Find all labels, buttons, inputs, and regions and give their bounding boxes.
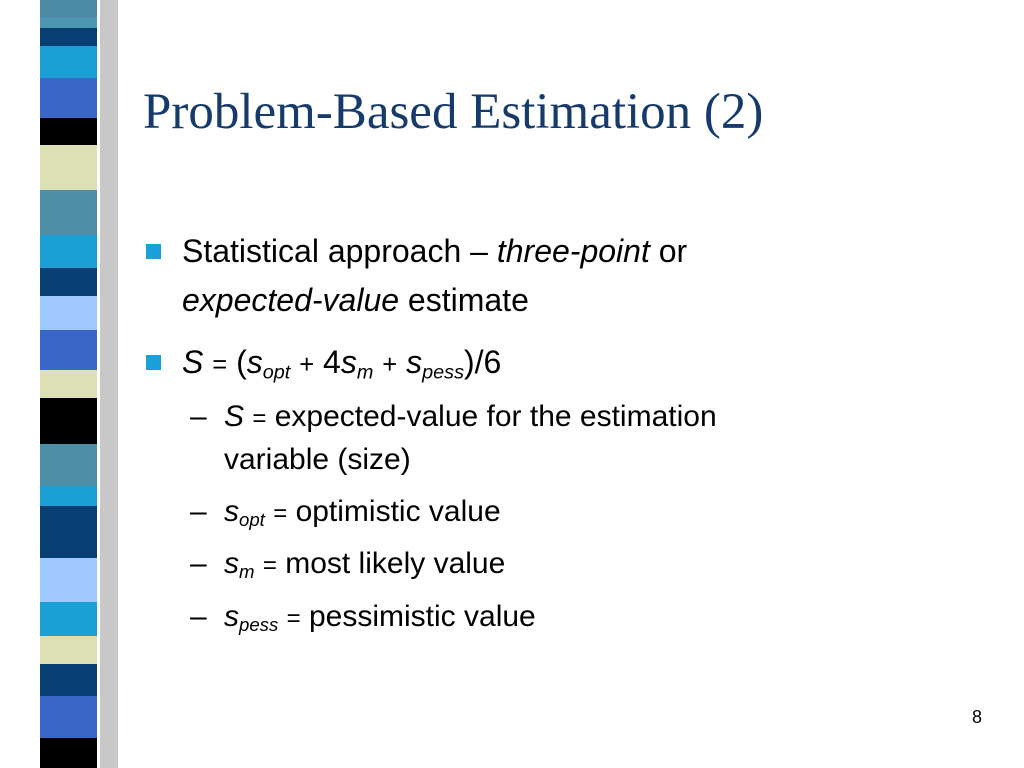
strip-block: [40, 506, 97, 558]
sub-bullet-var: S: [224, 400, 245, 433]
strip-shadow: [100, 0, 118, 768]
strip-block: [40, 636, 97, 664]
strip-block: [40, 78, 97, 118]
sub-bullet-var: s: [224, 547, 239, 580]
sub-bullet-equals: =: [286, 605, 301, 632]
decorative-side-strip: [0, 0, 118, 768]
formula-plus: +: [382, 351, 398, 379]
sub-bullet-equals: =: [252, 405, 267, 432]
formula-sub-pess: pess: [422, 361, 464, 384]
strip-blocks: [40, 0, 97, 768]
formula-open-paren: (: [236, 344, 247, 380]
sub-bullet-equals: =: [273, 500, 288, 527]
sub-bullet-desc-cont: variable (size): [224, 443, 411, 476]
formula-line: [182, 341, 501, 394]
formula-sub-opt: opt: [262, 361, 291, 384]
sub-bullet-var: s: [224, 495, 239, 528]
sub-bullet-S-definition-cont: [224, 440, 411, 479]
strip-block: [40, 296, 97, 330]
sub-bullet-var: s: [224, 600, 239, 633]
formula-plus: +: [299, 351, 315, 379]
strip-block: [40, 235, 97, 268]
bullet-text: Statistical approach –: [182, 233, 497, 269]
sub-bullet-equals: =: [262, 552, 277, 579]
sub-bullet-desc: most likely value: [285, 547, 506, 580]
bullet-italic-expected-value: expected-value: [182, 282, 400, 318]
bullet-square-icon: [146, 244, 161, 259]
sub-bullet-s-pess: [224, 597, 536, 644]
strip-block: [40, 28, 97, 46]
strip-block: [40, 118, 97, 145]
strip-block: [40, 664, 97, 696]
strip-block: [40, 190, 97, 235]
bullet-statistical-approach-line1: [182, 230, 687, 272]
formula-s-opt: s: [246, 344, 263, 380]
page-number: 8: [972, 707, 983, 727]
sub-bullet-s-opt: [224, 492, 501, 539]
strip-block: [40, 0, 97, 18]
formula-equals: =: [212, 351, 228, 379]
strip-block: [40, 268, 97, 296]
strip-block: [40, 330, 97, 370]
strip-block: [40, 486, 97, 506]
sub-bullet-S-definition: [224, 397, 717, 438]
formula-S: S: [182, 344, 204, 380]
sub-bullet-desc: expected-value for the estimation: [274, 400, 717, 433]
sub-bullet-dash: –: [190, 400, 207, 433]
formula-s-pess: s: [406, 344, 423, 380]
strip-block: [40, 602, 97, 636]
formula-four: 4: [323, 344, 341, 380]
bullet-statistical-approach-line2: [182, 279, 529, 321]
slide-title: Problem-Based Estimation (2): [143, 84, 764, 140]
sub-bullet-dash: –: [190, 547, 207, 580]
bullet-text-estimate: estimate: [399, 282, 529, 318]
sub-bullet-s-m: [224, 544, 505, 591]
strip-block: [40, 696, 97, 738]
bullet-square-icon: [146, 355, 161, 370]
bullet-text-or: or: [649, 233, 688, 269]
strip-block: [40, 398, 97, 444]
sub-bullet-desc: optimistic value: [295, 495, 501, 528]
strip-block: [40, 738, 97, 768]
strip-block: [40, 145, 97, 190]
sub-bullet-desc: pessimistic value: [308, 600, 536, 633]
bullet-italic-three-point: three-point: [496, 233, 650, 269]
formula-close: )/6: [464, 344, 502, 380]
strip-block: [40, 370, 97, 398]
strip-block: [40, 18, 97, 28]
sub-bullet-subscript: pess: [239, 614, 279, 636]
strip-block: [40, 444, 97, 486]
strip-block: [40, 558, 97, 602]
formula-s-m: s: [340, 344, 357, 380]
formula-sub-m: m: [356, 361, 374, 384]
sub-bullet-subscript: m: [239, 561, 255, 583]
sub-bullet-subscript: opt: [239, 509, 265, 531]
sub-bullet-dash: –: [190, 495, 207, 528]
strip-block: [40, 46, 97, 78]
sub-bullet-dash: –: [190, 600, 207, 633]
